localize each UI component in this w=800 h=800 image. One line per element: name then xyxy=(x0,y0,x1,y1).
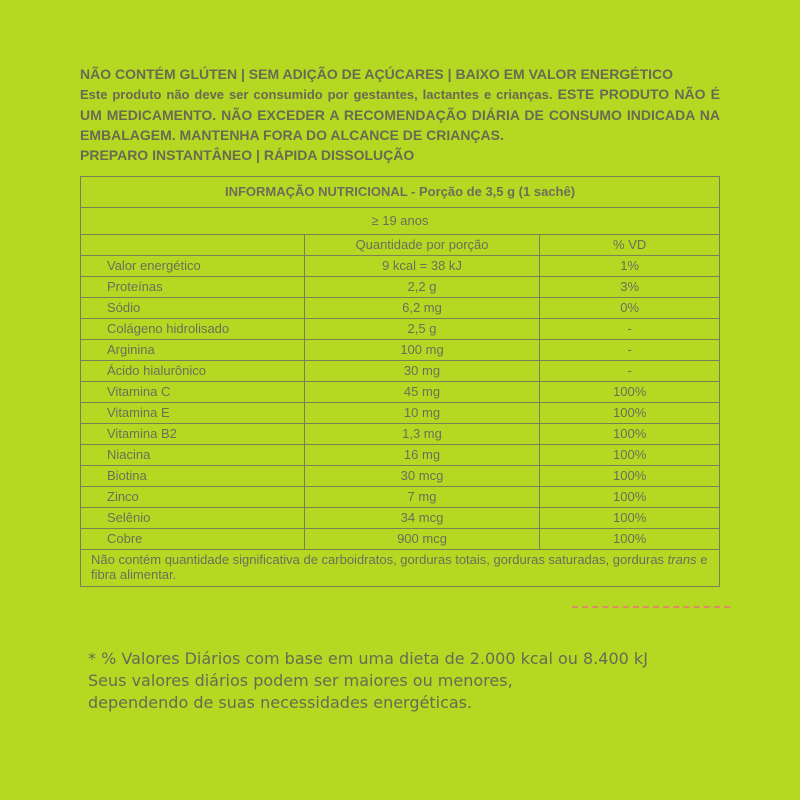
daily-values-note xyxy=(88,648,748,714)
nutrient-name: Cobre xyxy=(81,529,305,550)
nutrient-quantity: 16 mg xyxy=(304,445,540,466)
nutrient-vd: 100% xyxy=(540,424,720,445)
table-row xyxy=(81,403,720,424)
column-header-empty xyxy=(81,235,305,256)
nutrient-name: Arginina xyxy=(81,340,305,361)
table-row xyxy=(81,445,720,466)
column-header-row xyxy=(81,235,720,256)
table-row xyxy=(81,256,720,277)
nutrient-vd: 100% xyxy=(540,508,720,529)
nutrient-vd: 0% xyxy=(540,298,720,319)
nutrient-name: Niacina xyxy=(81,445,305,466)
claims-line: NÃO CONTÉM GLÚTEN | SEM ADIÇÃO DE AÇÚCARES | BAIXO EM VALOR ENERGÉTICO xyxy=(80,66,674,82)
nutrient-vd: - xyxy=(540,319,720,340)
warning-text xyxy=(80,84,720,145)
nutrient-quantity: 1,3 mg xyxy=(304,424,540,445)
table-row xyxy=(81,529,720,550)
table-row xyxy=(81,382,720,403)
table-row xyxy=(81,508,720,529)
age-group: ≥ 19 anos xyxy=(81,208,720,235)
table-row xyxy=(81,319,720,340)
nutrient-vd: 100% xyxy=(540,529,720,550)
nutrient-name: Zinco xyxy=(81,487,305,508)
nutrient-name: Vitamina B2 xyxy=(81,424,305,445)
table-row xyxy=(81,487,720,508)
nutrient-quantity: 900 mcg xyxy=(304,529,540,550)
table-footnote xyxy=(81,550,720,587)
dashed-divider xyxy=(572,606,730,608)
warning-rest: ESTE PRODUTO NÃO É UM MEDICAMENTO. NÃO EXCEDER A RECOMENDAÇÃO DIÁRIA DE CONSUMO INDICADA NA EMBALAGEM. MANTENHA FORA DO ALCANCE DE CRIANÇAS. xyxy=(80,86,720,143)
note-line-3: dependendo de suas necessidades energéticas. xyxy=(88,693,473,712)
nutrient-name: Sódio xyxy=(81,298,305,319)
nutrient-quantity: 10 mg xyxy=(304,403,540,424)
nutrient-vd: 100% xyxy=(540,466,720,487)
footnote-trans: trans xyxy=(667,552,697,567)
nutrient-quantity: 45 mg xyxy=(304,382,540,403)
table-title: INFORMAÇÃO NUTRICIONAL - Porção de 3,5 g (1 sachê) xyxy=(81,177,720,208)
table-footnote-row xyxy=(81,550,720,587)
nutrient-vd: - xyxy=(540,340,720,361)
preparation-line: PREPARO INSTANTÂNEO | RÁPIDA DISSOLUÇÃO xyxy=(80,147,415,163)
nutrient-name: Colágeno hidrolisado xyxy=(81,319,305,340)
nutrient-name: Selênio xyxy=(81,508,305,529)
nutrient-name: Vitamina E xyxy=(81,403,305,424)
warning-lead: Este produto não deve ser consumido por gestantes, lactantes e crianças. xyxy=(80,87,553,102)
nutrient-vd: - xyxy=(540,361,720,382)
nutrient-quantity: 100 mg xyxy=(304,340,540,361)
nutrient-name: Vitamina C xyxy=(81,382,305,403)
nutrient-name: Biotina xyxy=(81,466,305,487)
footnote-text-a: Não contém quantidade significativa de carboidratos, gorduras totais, gorduras saturadas, gorduras xyxy=(91,552,668,567)
table-title-row xyxy=(81,177,720,208)
label-header xyxy=(80,64,720,165)
nutrient-vd: 100% xyxy=(540,487,720,508)
nutrient-quantity: 9 kcal = 38 kJ xyxy=(304,256,540,277)
table-row xyxy=(81,298,720,319)
nutrient-quantity: 7 mg xyxy=(304,487,540,508)
nutrient-name: Proteínas xyxy=(81,277,305,298)
table-row xyxy=(81,466,720,487)
nutrition-table xyxy=(80,176,720,587)
nutrient-name: Valor energético xyxy=(81,256,305,277)
column-header-quantity: Quantidade por porção xyxy=(304,235,540,256)
nutrient-vd: 100% xyxy=(540,382,720,403)
footnote-text-b: e fibra alimentar. xyxy=(91,552,708,582)
table-row xyxy=(81,361,720,382)
nutrient-quantity: 6,2 mg xyxy=(304,298,540,319)
nutrient-quantity: 30 mcg xyxy=(304,466,540,487)
column-header-vd: % VD xyxy=(540,235,720,256)
table-row xyxy=(81,277,720,298)
nutrient-name: Ácido hialurônico xyxy=(81,361,305,382)
table-row xyxy=(81,424,720,445)
table-row xyxy=(81,340,720,361)
nutrient-vd: 100% xyxy=(540,445,720,466)
nutrient-quantity: 34 mcg xyxy=(304,508,540,529)
nutrient-vd: 3% xyxy=(540,277,720,298)
note-line-1: * % Valores Diários com base em uma dieta de 2.000 kcal ou 8.400 kJ xyxy=(88,649,648,668)
nutrient-vd: 1% xyxy=(540,256,720,277)
age-group-row xyxy=(81,208,720,235)
nutrient-quantity: 30 mg xyxy=(304,361,540,382)
nutrient-quantity: 2,5 g xyxy=(304,319,540,340)
nutrient-vd: 100% xyxy=(540,403,720,424)
nutrient-quantity: 2,2 g xyxy=(304,277,540,298)
note-line-2: Seus valores diários podem ser maiores ou menores, xyxy=(88,671,513,690)
